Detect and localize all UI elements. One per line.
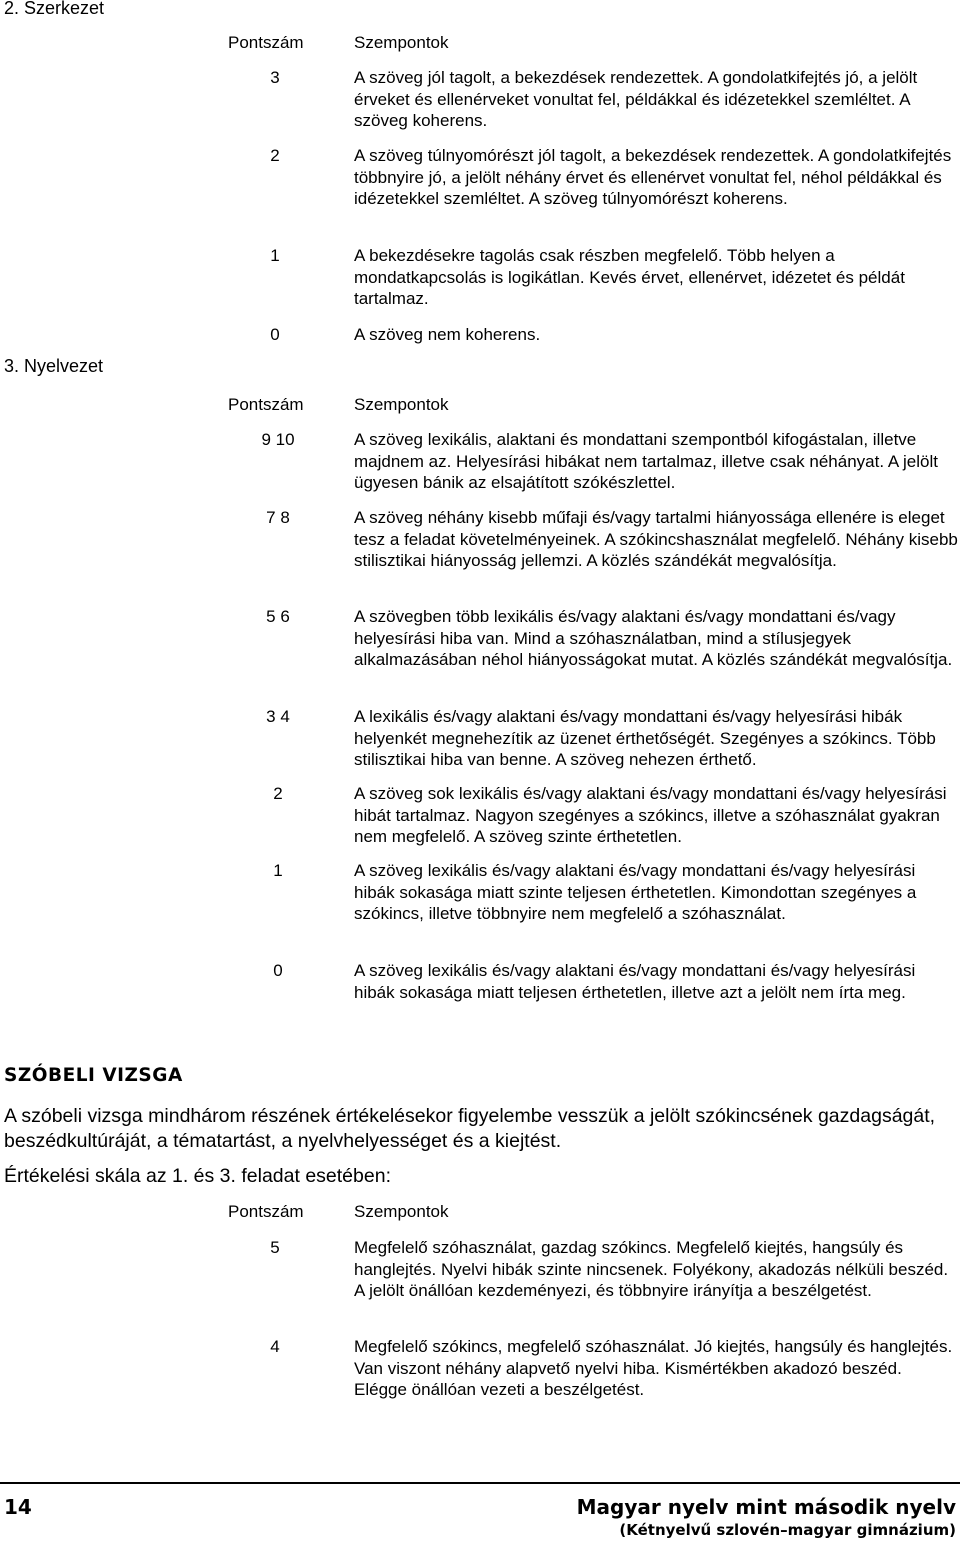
row-points: 0 bbox=[273, 961, 283, 980]
footer-subtitle: (Kétnyelvű szlovén–magyar gimnázium) bbox=[619, 1521, 956, 1539]
row-criteria: A szöveg nem koherens. bbox=[354, 325, 541, 344]
row-points: 2 bbox=[270, 146, 280, 165]
row-points: 2 bbox=[273, 784, 283, 803]
criteria-column-header: Szempontok bbox=[354, 33, 449, 52]
criteria-column-header: Szempontok bbox=[354, 395, 449, 414]
row-points: 5 6 bbox=[266, 607, 290, 626]
points-column-header: Pontszám bbox=[228, 1202, 304, 1221]
row-points: 1 bbox=[270, 246, 280, 265]
oral-exam-title: SZÓBELI VIZSGA bbox=[4, 1065, 183, 1086]
row-criteria: A szöveg sok lexikális és/vagy alaktani és/vagy mondattani és/vagy helyesírási hibát tartalmaz. Nagyon szegényes a szókincs, illetve a szóhasználat gyakran nem megfelelő. A szöveg szinte érthetetlen. bbox=[354, 784, 947, 846]
row-points: 4 bbox=[270, 1337, 280, 1356]
row-criteria: A szöveg jól tagolt, a bekezdések rendezettek. A gondolatkifejtés jó, a jelölt érveket és ellenérveket vonultat fel, példákkal és idézetekkel szemléltet. A szöveg koherens. bbox=[354, 68, 918, 130]
row-criteria: A szöveg néhány kisebb műfaji és/vagy tartalmi hiányossága ellenére is eleget tesz a feladat követelményeinek. A szókincshasználat megfelelő. Néhány kisebb stilisztikai hiányosság jellemzi. A közlés szándékát megvalósítja. bbox=[354, 508, 958, 570]
points-column-header: Pontszám bbox=[228, 33, 304, 52]
row-points: 7 8 bbox=[266, 508, 290, 527]
row-criteria: Megfelelő szókincs, megfelelő szóhasználat. Jó kiejtés, hangsúly és hanglejtés. Van viszont néhány alapvető nyelvi hiba. Kismértékben akadozó beszéd. Elégge önállóan vezeti a beszélgetést. bbox=[354, 1337, 953, 1399]
row-points: 5 bbox=[270, 1238, 280, 1257]
row-criteria: A lexikális és/vagy alaktani és/vagy mondattani és/vagy helyesírási hibák helyenkét megnehezítik az üzenet érthetőségét. Szegényes a szókincs. Több stilisztikai hiba van benne. A szöveg nehezen érthető. bbox=[354, 707, 936, 769]
row-criteria: A szövegben több lexikális és/vagy alaktani és/vagy mondattani és/vagy helyesírási hiba van. Mind a szóhasználatban, mind a stílusjegyek alkalmazásában néhol hiányosságokat mutat. A közlés szándékát megvalósítja. bbox=[354, 607, 953, 669]
page-number: 14 bbox=[4, 1495, 32, 1519]
section-title-structure: 2. Szerkezet bbox=[4, 0, 105, 18]
row-points: 1 bbox=[273, 861, 283, 880]
row-points: 3 4 bbox=[266, 707, 290, 726]
row-criteria: A bekezdésekre tagolás csak részben megfelelő. Több helyen a mondatkapcsolás is logikátlan. Kevés érvet, ellenérvet, idézetet és példát tartalmaz. bbox=[354, 246, 905, 308]
row-criteria: A szöveg lexikális és/vagy alaktani és/vagy mondattani és/vagy helyesírási hibák sokasága miatt teljesen érthetetlen, illetve azt a jelölt nem írta meg. bbox=[354, 961, 916, 1002]
row-criteria: A szöveg túlnyomórészt jól tagolt, a bekezdések rendezettek. A gondolatkifejtés többnyire jó, a jelölt néhány érvet és ellenérvet vonultat fel, néhol példákkal és idézetekkel szemléltet. A szöveg túlnyomórészt koherens. bbox=[354, 146, 952, 208]
row-points: 0 bbox=[270, 325, 280, 344]
row-criteria: Megfelelő szóhasználat, gazdag szókincs. Megfelelő kiejtés, hangsúly és hanglejtés. Nyelvi hibák szinte nincsenek. Folyékony, akadozás nélküli beszéd. A jelölt önállóan kezdeményezi, és többnyire irányítja a beszélgetést. bbox=[354, 1238, 949, 1300]
row-points: 9 10 bbox=[261, 430, 295, 449]
footer-divider bbox=[0, 1482, 960, 1484]
criteria-column-header: Szempontok bbox=[354, 1202, 449, 1221]
footer-title: Magyar nyelv mint második nyelv bbox=[576, 1495, 956, 1519]
row-points: 3 bbox=[270, 68, 280, 87]
section-title-language: 3. Nyelvezet bbox=[4, 356, 104, 376]
oral-exam-intro: A szóbeli vizsga mindhárom részének értékelésekor figyelembe vesszük a jelölt szókincsének gazdagságát, beszédkultúráját, a tématartást, a nyelvhelyességet és a kiejtést. bbox=[4, 1105, 936, 1152]
scale-title: Értékelési skála az 1. és 3. feladat esetében: bbox=[4, 1165, 391, 1187]
row-criteria: A szöveg lexikális és/vagy alaktani és/vagy mondattani és/vagy helyesírási hibák sokasága miatt szinte teljesen érthetetlen. Kimondottan szegényes a szókincs, illetve többnyire nem megfelelő a szóhasználat. bbox=[354, 861, 917, 923]
points-column-header: Pontszám bbox=[228, 395, 304, 414]
row-criteria: A szöveg lexikális, alaktani és mondattani szempontból kifogástalan, illetve majdnem az. Helyesírási hibákat nem tartalmaz, illetve csak néhányat. A jelölt ügyesen bánik az elsajátított szókészlettel. bbox=[354, 430, 938, 492]
